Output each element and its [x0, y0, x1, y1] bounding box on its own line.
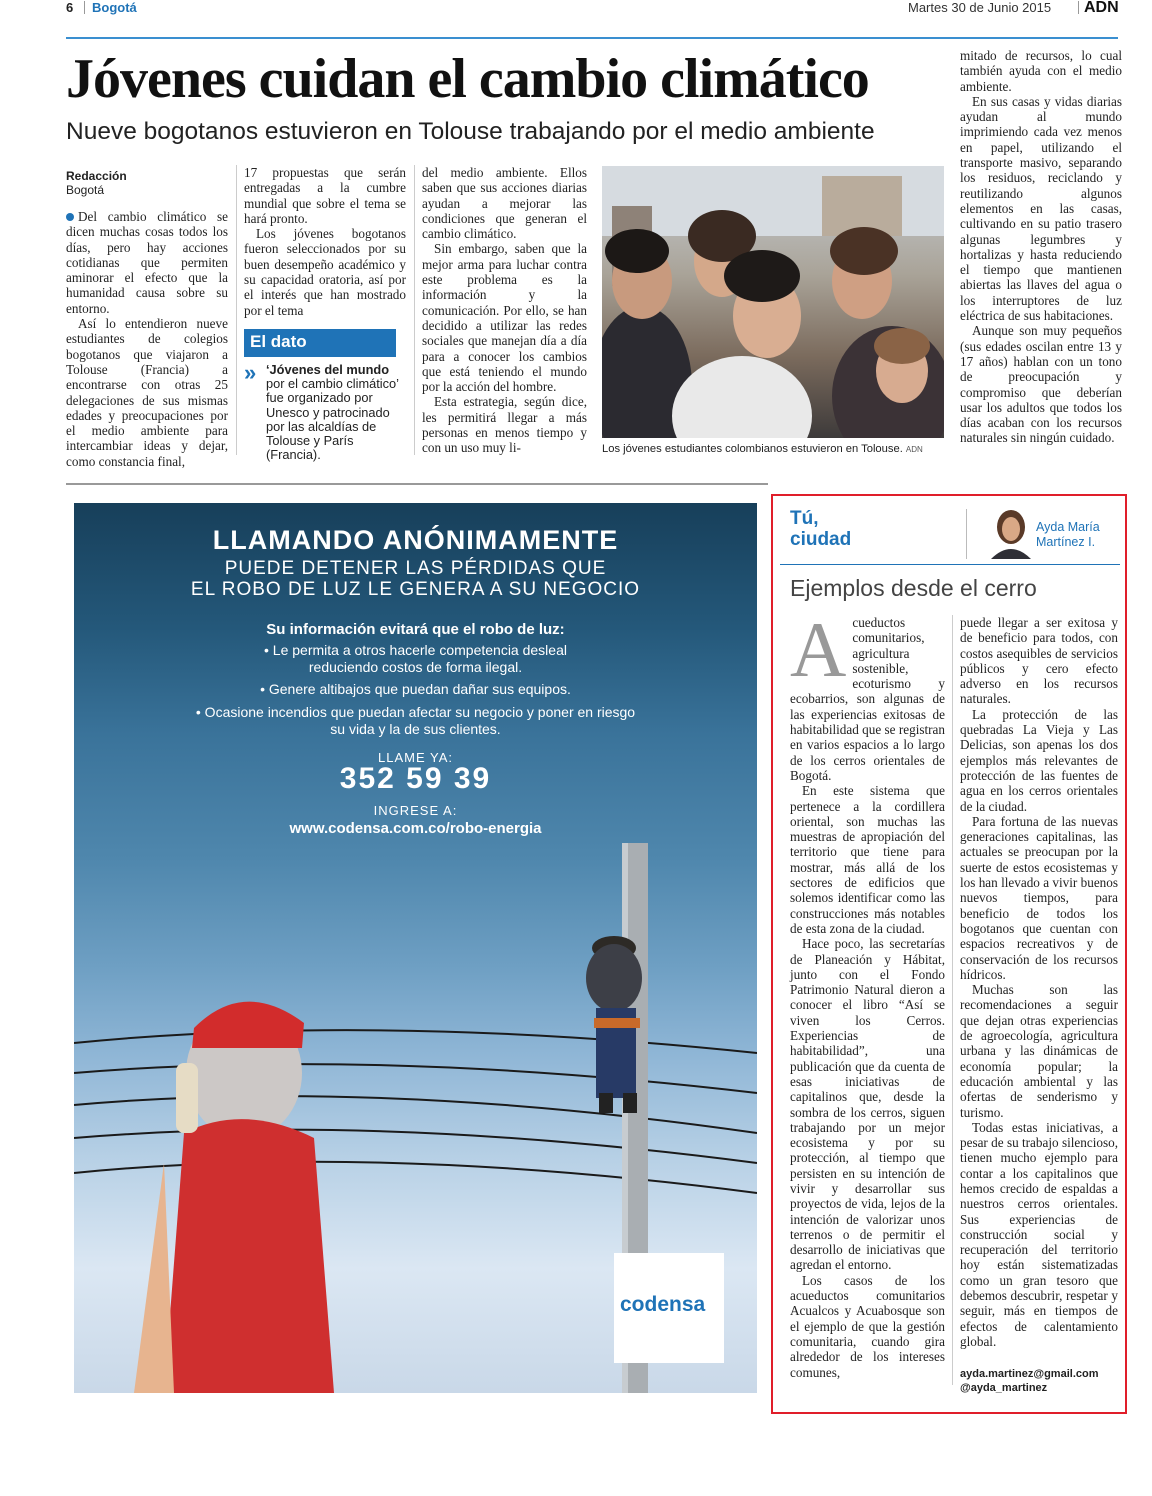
ad-bullet: su vida y la de sus clientes. [330, 721, 501, 737]
fact-box-label: El dato [244, 329, 396, 357]
codensa-logo: codensa [620, 1293, 706, 1316]
article-photo [602, 166, 944, 438]
article-paragraph: Los casos de los acueductos comunitarios Acualcos y Acuabosque son el ejemplo de que la gestión comunitaria, cuando gira alrededor de los intereses comunes, [790, 1272, 945, 1380]
ad-bullet: • Le permita a otros hacerle competencia desleal [264, 642, 567, 658]
ad-url: www.codensa.com.co/robo-energia [289, 820, 542, 837]
ad-phone-number: 352 59 39 [339, 762, 492, 795]
author-twitter[interactable]: @ayda_martinez [960, 1381, 1048, 1394]
ad-bullet: reduciendo costos de forma ilegal. [308, 659, 523, 675]
ad-info-title: Su información evitará que el robo de luz: [266, 621, 565, 638]
ad-title: LLAMANDO ANÓNIMAMENTE [212, 525, 619, 555]
subheadline: Nueve bogotanos estuvieron en Tolouse trabajando por el medio ambiente [66, 118, 875, 145]
byline [66, 169, 127, 197]
header-rule [66, 37, 1118, 39]
article-paragraph: Todas estas iniciativas, a pesar de su trabajo silencioso, tienen mucho ejemplo para contar a los capitalinos que hemos crecido de espaldas a nuestros cerros orientales. Sus experiencias de construcción social y recuperación del territorio hoy están sistematizadas como un gran tesoro que debemos descubrir, respetar y seguir, más en tiempos de efectos de calentamiento global. [960, 1119, 1118, 1349]
fact-box-body: por el cambio climático’ fue organizado por Unesco y patrocinado por las alcaldías de Tolouse y París (Francia). [266, 376, 399, 463]
photo-caption [602, 443, 923, 455]
ad-subtitle-line: EL ROBO DE LUZ LE GENERA A SU NEGOCIO [190, 579, 641, 600]
author-email[interactable]: ayda.martinez@gmail.com [960, 1368, 1099, 1380]
article-paragraph: En sus casas y vidas diarias ayudan al mundo imprimiendo cada vez menos en papel, utilizando el transporte masivo, separando los residuos, reciclando y reutilizando algunos elementos en las casas, cultivando en su patio trasero algunas legumbres y hortalizas y hasta reduciendo el tiempo que mantienen abiertas las llaves del agua o los interruptores de luz eléctrica de sus habitaciones. [960, 93, 1122, 324]
page-header [66, 0, 1118, 16]
article-paragraph: Hace poco, las secretarías de Planeación y Hábitat, junto con el Fondo Patrimonio Natural dieron a conocer el libro “Así se viven los Cerros. Experiencias de habitabilidad”, una publicación que da cuenta de esas iniciativas de capitalinos que, desde la sombra de los cerros, siguen trabajando por un mejor ecosistema y por su protección, al tiempo que persisten en su intención de vivir y desarrollar sus proyectos de vida, lejos de la intención de valorizar unos terrenos o de permitir el desarrollo de iniciativas que agredan el entorno. [790, 936, 945, 1273]
article-column-1 [66, 209, 228, 469]
ad-visit-label: INGRESE A: [373, 803, 458, 818]
bullet-dot-icon [66, 213, 74, 221]
section-label: Bogotá [92, 0, 137, 15]
column-section-line: ciudad [790, 529, 852, 550]
headline: Jóvenes cuidan el cambio climático [66, 48, 869, 110]
ad-subtitle-line: PUEDE DETENER LAS PÉRDIDAS QUE [224, 558, 607, 579]
section-rule [66, 483, 768, 485]
photo-caption-text: Los jóvenes estudiantes colombianos estuvieron en Tolouse. [602, 443, 903, 455]
article-column-4 [960, 48, 1122, 446]
article-paragraph: En este sistema que pertenece a la cordillera oriental, son muchas las muestras de apropiación del territorio que tiene para mostrar, más allá de los sectores de edificios que solemos identificar como las construcciones más notables de esta zona de la ciudad. [790, 783, 945, 936]
article-paragraph: La protección de las quebradas La Vieja y Las Delicias, son apenas los dos ejemplos más relevantes de protección de las fuentes de agua en los cerros orientales de la ciudad. [960, 706, 1118, 814]
article-paragraph: Esta estrategia, según dice, les permitirá llegar a más personas en menos tiempo y con un uso muy li- [422, 394, 587, 456]
article-paragraph: mitado de recursos, lo cual también ayuda con el medio ambiente. [960, 48, 1122, 94]
chevron-right-icon: » [244, 360, 257, 385]
author-name [1036, 520, 1100, 549]
column-rule [780, 564, 1120, 565]
column-section-line: Tú, [790, 508, 819, 529]
article-paragraph: Sin embargo, saben que la mejor arma para luchar contra este problema es la información y la comunicación. Por ello, se han decidido a utilizar las redes sociales que manejan día a día para a conocer los cambios que está teniendo el mundo por la acción del hombre. [422, 241, 587, 395]
photo-credit: ADN [905, 445, 923, 454]
author-photo [987, 509, 1035, 559]
article-paragraph: Para fortuna de las nuevas generaciones capitalinas, las actuales se preocupan por la suerte de estos ecosistemas y los han llevado a vivir buenos nuevos tiempos, para beneficio de todos los bogotanos que cuentan con espacios recreativos y de conservación de los recursos hídricos. [960, 813, 1118, 982]
fact-box-bold: ‘Jóvenes del mundo [266, 362, 390, 377]
article-paragraph: Acueductos comunitarios, agricultura sostenible, ecoturismo y ecobarrios, son algunas de las experiencias exitosas de habitabilidad que se registran en varios espacios a lo largo de los cerros orientales de Bogotá. [790, 606, 945, 783]
article-paragraph: Los jóvenes bogotanos fueron seleccionados por su buen desempeño académico y su capacidad oratoria, así por el interés que han mostrado por el tema [244, 226, 406, 318]
codensa-logo-box [614, 1253, 724, 1363]
column-section-title [790, 508, 851, 550]
header-divider [1078, 1, 1079, 14]
ad-call-label: LLAME YA: [378, 750, 453, 765]
header-divider [84, 1, 85, 14]
opinion-column-1 [790, 606, 945, 1380]
article-column-2 [244, 165, 406, 318]
byline-name: Redacción [66, 169, 127, 183]
students-photo-illustration [602, 166, 944, 438]
article-paragraph: Así lo entendieron nueve estudiantes de colegios bogotanos que viajaron a Tolouse (Francia) a encontrarse con otras 25 delegaciones de sus mismas edades y preocupaciones por el medio ambiente para intercambiar ideas y dejar, como constancia final, [66, 316, 228, 469]
article-paragraph: Muchas son las recomendaciones a seguir que dejan otras experiencias de agroecología, agricultura urbana y las dinámicas de economía popular; la educación ambiental y las ofertas de senderismo y turismo. [960, 982, 1118, 1120]
article-paragraph: Del cambio climático se dicen muchas cosas todos los días, pero hay acciones cotidianas que permiten aminorar el efecto que la humanidad causa sobre su entorno. [66, 209, 228, 316]
article-paragraph: Aunque son muy pequeños (sus edades oscilan entre 13 y 17 años) hablan con un tono de preocupación y compromiso que deberían usar los adultos que todos los días acaban con los recursos naturales sin ningún cuidado. [960, 323, 1122, 446]
column-divider [414, 165, 415, 455]
brand-logo: ADN [1084, 0, 1119, 16]
column-divider [952, 615, 953, 1385]
drop-cap: A [790, 606, 847, 693]
author-name-line: Martínez I. [1036, 534, 1096, 549]
byline-place: Bogotá [66, 183, 105, 197]
author-contact [960, 1368, 1099, 1395]
fact-box [244, 329, 406, 462]
fact-box-text [244, 360, 406, 463]
column-title: Ejemplos desde el cerro [790, 575, 1037, 601]
issue-date: Martes 30 de Junio 2015 [908, 0, 1052, 15]
article-paragraph: puede llegar a ser exitosa y de beneficio para todos, con costos asequibles de servicios públicos y cero efecto adverso en los recursos naturales. [960, 615, 1118, 707]
article-paragraph: del medio ambiente. Ellos saben que sus acciones diarias ayudan a mejorar las condiciones que generan el cambio climático. [422, 165, 587, 242]
ad-bullet: • Genere altibajos que puedan dañar sus equipos. [260, 681, 571, 697]
advertisement [74, 503, 757, 1393]
author-name-line: Ayda María [1036, 520, 1100, 534]
article-column-3 [422, 165, 587, 456]
column-divider [236, 165, 237, 455]
page-number: 6 [66, 0, 74, 15]
ad-bullet: • Ocasione incendios que puedan afectar su negocio y poner en riesgo [195, 704, 636, 720]
opinion-column-2 [960, 615, 1118, 1349]
article-paragraph: 17 propuestas que serán entregadas a la cumbre mundial que sobre el tema se hará pronto. [244, 165, 406, 226]
